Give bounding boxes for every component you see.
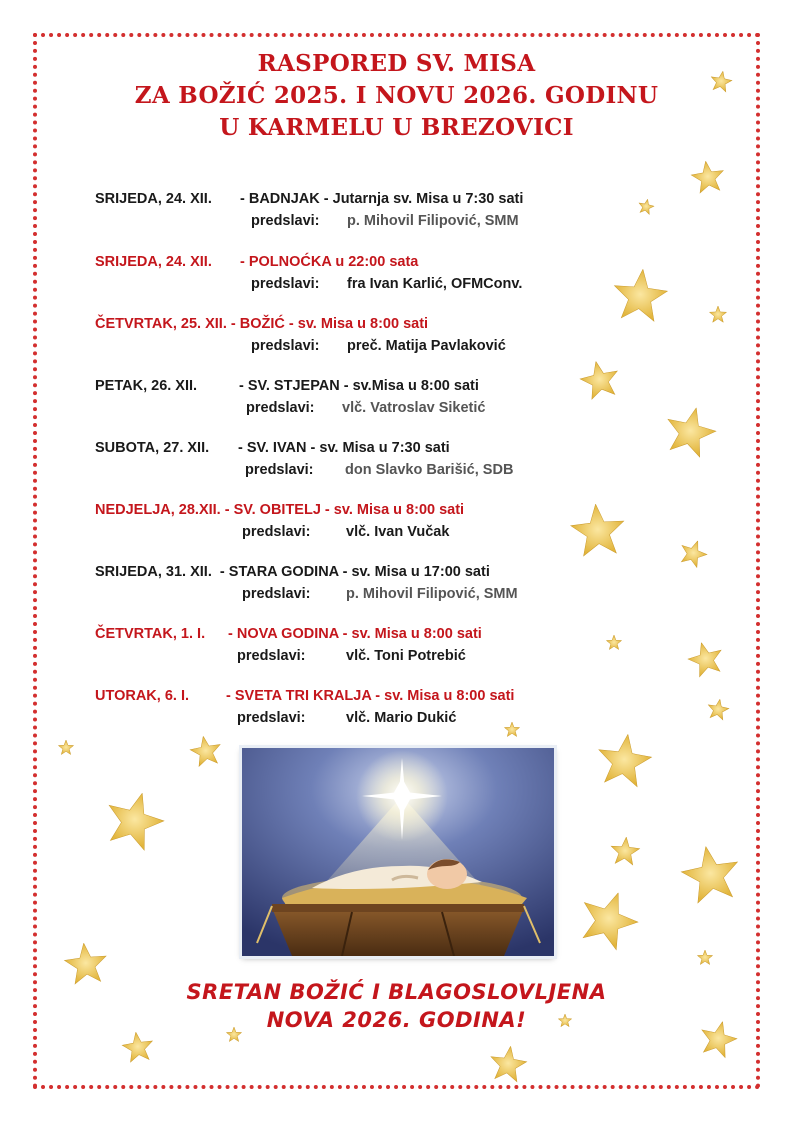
entry-event: - BADNJAK - Jutarnja sv. Misa u 7:30 sati	[240, 191, 524, 207]
star-icon	[187, 733, 224, 770]
entry-event: - SV. IVAN - sv. Misa u 7:30 sati	[238, 440, 450, 456]
entry-event: - SV. STJEPAN - sv.Misa u 8:00 sati	[239, 378, 479, 394]
title-line-2: ZA BOŽIĆ 2025. I NOVU 2026. GODINU	[134, 82, 659, 109]
entry-event: - NOVA GODINA - sv. Misa u 8:00 sati	[228, 626, 482, 642]
entry-celebrant: don Slavko Barišić, SDB	[345, 462, 514, 478]
greeting-line-1: SRETAN BOŽIĆ I BLAGOSLOVLJENA	[186, 980, 607, 1004]
star-icon	[576, 357, 623, 404]
star-icon	[606, 635, 622, 651]
star-icon	[709, 306, 727, 324]
entry-day: SRIJEDA, 24. XII.	[95, 254, 212, 270]
schedule-entry	[95, 251, 522, 295]
star-icon	[568, 502, 629, 563]
entry-celebrant: p. Mihovil Filipović, SMM	[346, 586, 518, 602]
entry-event: - SV. OBITELJ - sv. Misa u 8:00 sati	[224, 502, 465, 518]
entry-event: - STARA GODINA - sv. Misa u 17:00 sati	[219, 564, 490, 580]
star-icon	[609, 836, 642, 869]
entry-label: predslavi:	[245, 462, 314, 478]
title-line-1: RASPORED SV. MISA	[257, 50, 536, 77]
title-line-3: U KARMELU U BREZOVICI	[219, 114, 574, 141]
star-icon	[592, 730, 655, 793]
entry-day: SRIJEDA, 24. XII.	[95, 191, 212, 207]
entry-event: - BOŽIĆ - sv. Misa u 8:00 sati	[230, 316, 429, 332]
entry-day: PETAK, 26. XII.	[95, 378, 198, 394]
schedule-entry	[95, 188, 523, 232]
schedule-entry	[95, 375, 485, 419]
entry-celebrant: vlč. Toni Potrebić	[346, 648, 466, 664]
entry-label: predslavi:	[251, 338, 320, 354]
star-icon	[705, 697, 730, 722]
entry-day: NEDJELJA, 28.XII.	[95, 502, 221, 518]
entry-day: ČETVRTAK, 1. I.	[95, 626, 206, 642]
star-icon	[558, 1014, 572, 1028]
entry-label: predslavi:	[251, 276, 320, 292]
star-icon	[504, 722, 520, 738]
entry-day: SRIJEDA, 31. XII.	[95, 564, 212, 580]
entry-label: predslavi:	[242, 586, 311, 602]
entry-event: - POLNOĆKA u 22:00 sata	[240, 254, 419, 270]
schedule-entry	[95, 623, 482, 667]
entry-celebrant: preč. Matija Pavlaković	[347, 338, 506, 354]
entry-label: predslavi:	[246, 400, 315, 416]
entry-celebrant: vlč. Vatroslav Siketić	[342, 400, 486, 416]
entry-celebrant: fra Ivan Karlić, OFMConv.	[347, 276, 523, 292]
star-icon	[487, 1044, 530, 1087]
entry-celebrant: vlč. Mario Dukić	[346, 710, 457, 726]
star-icon	[58, 740, 74, 756]
entry-day: SUBOTA, 27. XII.	[95, 440, 210, 456]
schedule-entry	[95, 313, 506, 357]
page-title	[0, 48, 793, 144]
nativity-image	[242, 748, 554, 956]
entry-day: UTORAK, 6. I.	[95, 688, 189, 704]
schedule-entry	[95, 561, 518, 605]
greeting	[0, 978, 793, 1034]
entry-label: predslavi:	[237, 710, 306, 726]
entry-label: predslavi:	[237, 648, 306, 664]
nativity-illustration	[242, 748, 554, 956]
schedule-entry	[95, 685, 514, 729]
star-icon	[676, 841, 746, 911]
entry-day: ČETVRTAK, 25. XII.	[95, 316, 227, 332]
star-icon	[62, 941, 110, 989]
star-icon	[689, 159, 727, 197]
star-icon	[226, 1027, 242, 1043]
star-icon	[637, 198, 656, 217]
entry-event: - SVETA TRI KRALJA - sv. Misa u 8:00 sati	[226, 688, 515, 704]
entry-label: predslavi:	[242, 524, 311, 540]
schedule-entry	[95, 499, 464, 543]
entry-label: predslavi:	[251, 213, 320, 229]
entry-celebrant: vlč. Ivan Vučak	[346, 524, 450, 540]
star-icon	[120, 1030, 156, 1066]
star-icon	[697, 950, 713, 966]
entry-celebrant: p. Mihovil Filipović, SMM	[347, 213, 519, 229]
schedule-entry	[95, 437, 513, 481]
star-icon	[708, 69, 733, 94]
star-icon	[609, 266, 671, 328]
greeting-line-2: NOVA 2026. GODINA!	[266, 1008, 527, 1032]
